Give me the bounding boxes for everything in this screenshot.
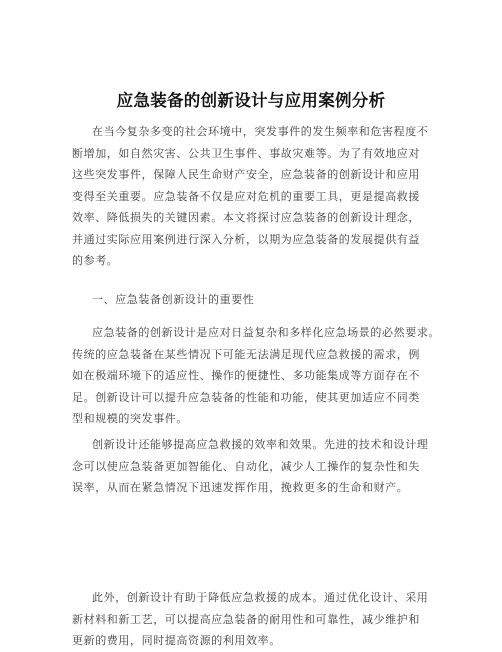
- paragraph-line: 念可以使应急装备更加智能化、自动化，减少人工操作的复杂性和失: [72, 459, 420, 473]
- paragraph-line: 变得至关重要。应急装备不仅是应对危机的重要工具，更是提高救援: [72, 189, 420, 203]
- intro-paragraph: [72, 121, 472, 272]
- paragraph-line: 足。创新设计可以提升应急装备的性能和功能，使其更加适应不同类: [72, 390, 420, 404]
- paragraph-line: 断增加，如自然灾害、公共卫生事件、事故灾难等。为了有效地应对: [72, 146, 420, 160]
- paragraph-line: 效率、降低损失的关键因素。本文将探讨应急装备的创新设计理念，: [72, 211, 420, 224]
- body-paragraph-importance: [72, 322, 472, 430]
- paragraph-line: 这些突发事件，保障人民生命财产安全，应急装备的创新设计和应用: [72, 168, 420, 181]
- body-paragraph-efficiency: [72, 434, 472, 499]
- paragraph-line: 的参考。: [72, 254, 119, 267]
- paragraph-line: 误率，从而在紧急情况下迅速发挥作用，挽救更多的生命和财产。: [72, 481, 409, 494]
- body-paragraph-cost: [72, 587, 472, 652]
- paragraph-line: 传统的应急装备在某些情况下可能无法满足现代应急救援的需求，例: [72, 347, 420, 361]
- paragraph-line: 型和规模的突发事件。: [72, 412, 188, 425]
- paragraph-line: 创新设计还能够提高应急救援的效率和效果。先进的技术和设计理: [92, 438, 429, 451]
- paragraph-line: 新材料和新工艺，可以提高应急装备的耐用性和可靠性，减少维护和: [72, 612, 420, 626]
- document-title: 应急装备的创新设计与应用案例分析: [116, 91, 386, 110]
- paragraph-line: 应急装备的创新设计是应对日益复杂和多样化应急场景的必然要求。: [92, 326, 440, 339]
- paragraph-line: 并通过实际应用案例进行深入分析，以期为应急装备的发展提供有益: [72, 232, 420, 246]
- section-heading: [72, 289, 472, 311]
- paragraph-line: 在当今复杂多变的社会环境中，突发事件的发生频率和危害程度不: [92, 125, 429, 138]
- paragraph-line: 如在极端环境下的适应性、操作的便捷性、多功能集成等方面存在不: [72, 369, 420, 382]
- paragraph-line: 更新的费用，同时提高资源的利用效率。: [72, 634, 281, 647]
- paragraph-line: 此外，创新设计有助于降低应急救援的成本。通过优化设计、采用: [92, 591, 429, 604]
- section-heading-text: 一、应急装备创新设计的重要性: [92, 293, 255, 306]
